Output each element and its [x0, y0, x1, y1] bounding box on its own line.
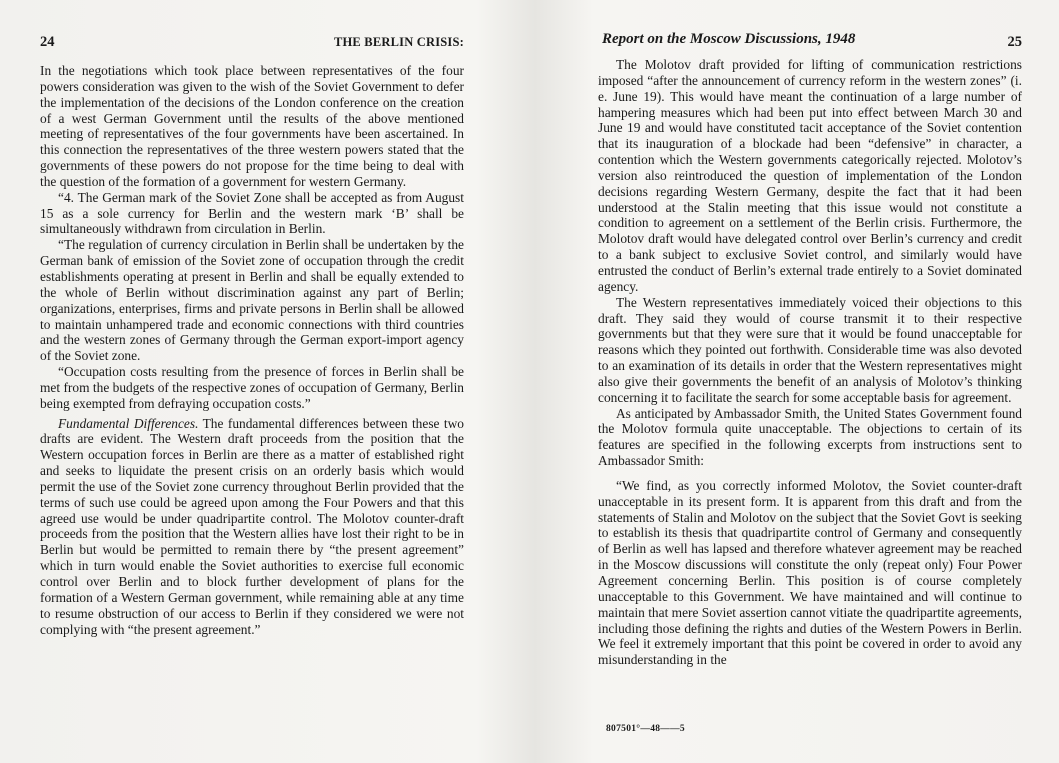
- left-paragraph-5-text: The fundamental differences between these two drafts are evident. The Western draft proceeds from the position that the Western occupation forces in Berlin are there as a matter of established right and seeks to liquidate the present crisis on an orderly basis which would permit the use of the Soviet zone currency throughout Berlin provided that the terms of such use could be agreed upon among the Four Powers and that this agreed use would be under quadripartite control. The Molotov counter-draft proceeds from the position that the Western allies have lost their right to be in Berlin but would be permitted to remain there by “the present agreement” which in turn would enable the Soviet authorities to exercise full economic control over Berlin and to block further development of plans for the formation of a Western German government, while remaining able at any time to resume obstruction of our access to Berlin if they considered we were not complying with “the present agreement.”: [40, 415, 464, 637]
- left-paragraph-4: “Occupation costs resulting from the presence of forces in Berlin shall be met from the budgets of the respective zones of occupation of Germany, Berlin being exempted from defraying occupation costs.”: [40, 364, 464, 411]
- right-running-title: Report on the Moscow Discussions, 1948: [602, 31, 856, 47]
- left-paragraph-1: In the negotiations which took place between representatives of the four powers consideration was given to the wish of the Soviet Government to defer the implementation of the decisions of the London conference on the creation of a west German Government until the results of the above mentioned meeting of representatives of the four governments have been ascertained. In this connection the representatives of the three western powers stated that the governments of these powers do not propose for the time being to deal with the question of the formation of a government for western Germany.: [40, 63, 464, 189]
- printer-code: 807501°—48——5: [606, 724, 685, 734]
- left-paragraph-5: [40, 416, 464, 638]
- right-quote: “We find, as you correctly informed Molotov, the Soviet counter-draft unacceptable in its present form. It is apparent from this draft and from the statements of Stalin and Molotov on the subject that the Soviet Govt is seeking to establish its thesis that quadripartite control of Germany and consequently of Berlin as well has lapsed and therefore whatever agreement may be reached in the Moscow discussions will constitute the only (repeat only) Four Power Agreement concerning Berlin. This position is of course completely unacceptable to this Government. We have maintained and will continue to maintain that mere Soviet assertion cannot vitiate the quadripartite agreements, including those defining the rights and duties of the Western Powers in Berlin. We feel it extremely important that this point be covered in order to avoid any misunderstanding in the: [598, 477, 1022, 668]
- right-paragraph-2: The Western representatives immediately voiced their objections to this draft. They said they would of course transmit it to their respective governments but that they were sure that it would be found unacceptable for reasons which they pointed out forthwith. Considerable time was also devoted to an examination of its details in order that the Western representatives might also give their governments the benefit of an analysis of Molotov’s thinking concerning it to facilitate the search for some acceptable basis for agreement.: [598, 294, 1022, 405]
- left-running-title: THE BERLIN CRISIS:: [333, 35, 464, 49]
- right-running-head: [598, 31, 1022, 54]
- right-paragraph-3: As anticipated by Ambassador Smith, the United States Government found the Molotov formula quite unacceptable. The objections to certain of its features are specified in the following excerpts from instructions sent to Ambassador Smith:: [598, 405, 1022, 469]
- left-paragraph-3: “The regulation of currency circulation in Berlin shall be undertaken by the German bank of emission of the Soviet zone of occupation through the credit establishments operating at present in Berlin and shall be equally extended to the whole of Berlin without discrimination against any part of Berlin; organizations, enterprises, firms and private persons in Berlin shall be allowed to maintain unhampered trade and economic connections with third countries and the western zones of Germany through the German export-import agency of the Soviet zone.: [40, 237, 464, 364]
- side-head: Fundamental Differences.: [58, 415, 199, 431]
- right-paragraph-1: The Molotov draft provided for lifting of communication restrictions imposed “after the announcement of currency reform in the western zones” (i. e. June 19). This would have meant the continuation of a large number of hampering measures which had been put into effect between March 30 and June 19 and would have constituted tacit acceptance of the Soviet contention that its inauguration of a blockade had been “defensive” in character, a contention which the Western governments categorically rejected. Molotov’s version also reintroduced the question of implementation of the London decisions regarding Western Germany, despite the fact that it had been understood at the Stalin meeting that this issue would not constitute a condition to agreement on a settlement of the Berlin crisis. Furthermore, the Molotov draft would have delegated control over Berlin’s currency and credit to a bank subject to exclusive Soviet control, and similarly would have entrusted the conduct of Berlin’s external trade entirely to a Soviet dominated agency.: [598, 57, 1022, 294]
- left-running-head: [40, 34, 464, 54]
- right-page-number: 25: [1007, 34, 1022, 50]
- left-page: [40, 0, 464, 763]
- left-body-text: [40, 63, 464, 637]
- right-page: [598, 0, 1022, 763]
- right-body-text: [598, 57, 1022, 668]
- left-page-number: 24: [40, 34, 55, 50]
- left-paragraph-2: “4. The German mark of the Soviet Zone shall be accepted as from August 15 as a sole currency for Berlin and the western mark ‘B’ shall be simultaneously withdrawn from circulation in Berlin.: [40, 189, 464, 237]
